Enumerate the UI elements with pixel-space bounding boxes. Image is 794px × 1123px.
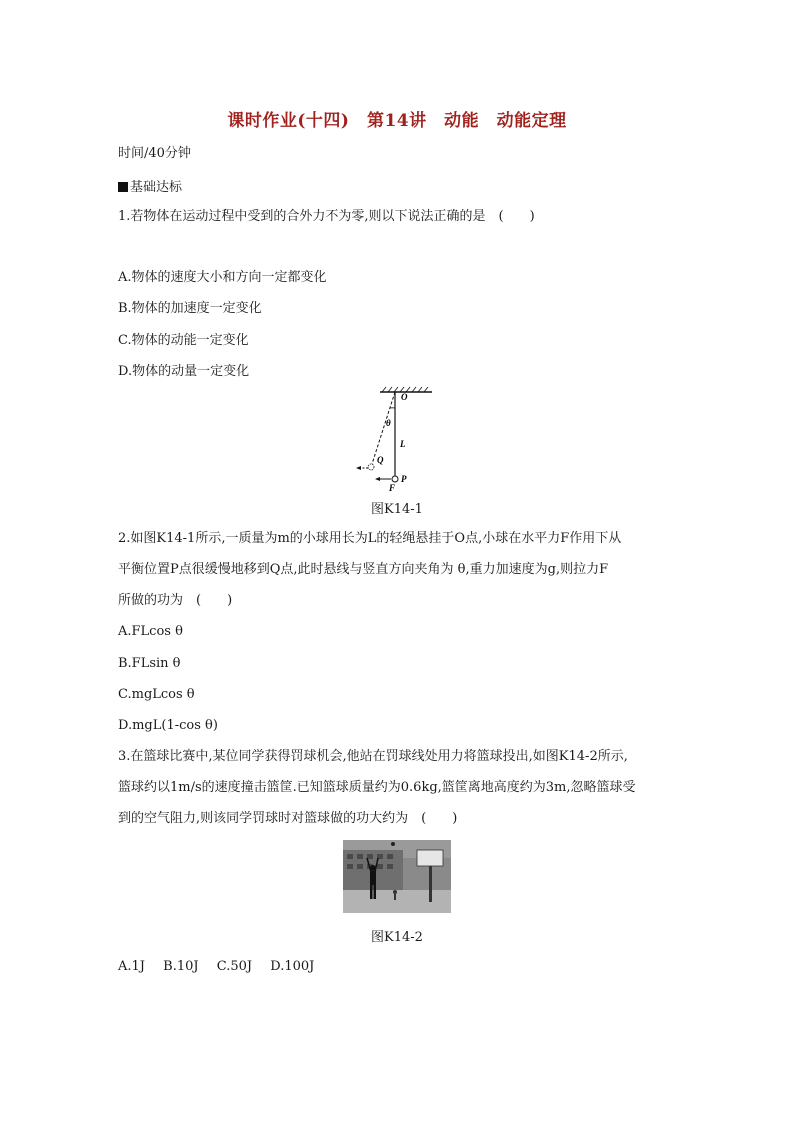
q1-option-a: A.物体的速度大小和方向一定都变化 [118, 270, 327, 285]
q2-option-b: B.FLsin θ [118, 656, 181, 671]
label-f: F [389, 483, 396, 493]
figure2-caption: 图K14-2 [371, 930, 423, 945]
q2-option-d: D.mgL(1-cos θ) [118, 718, 218, 733]
q2-stem-line3: 所做的功为 ( ) [118, 593, 233, 608]
basketball-photo [343, 840, 451, 913]
q1-option-b: B.物体的加速度一定变化 [118, 301, 262, 316]
label-p: P [401, 474, 407, 484]
label-theta: θ [386, 418, 391, 428]
q1-option-c: C.物体的动能一定变化 [118, 333, 249, 348]
square-bullet-icon [118, 182, 128, 192]
q3-option-c: C.50J [216, 959, 253, 974]
q3-stem-line1: 3.在篮球比赛中,某位同学获得罚球机会,他站在罚球线处用力将篮球投出,如图K14-2所示, [118, 749, 628, 764]
label-l: L [400, 439, 406, 449]
q1-stem: 1.若物体在运动过程中受到的合外力不为零,则以下说法正确的是 ( ) [118, 209, 535, 224]
q3-option-b: B.10J [163, 959, 199, 974]
pendulum-figure [350, 384, 450, 494]
page-title: 课时作业(十四) 第14讲 动能 动能定理 [227, 111, 567, 131]
q2-option-a: A.FLcos θ [118, 624, 183, 639]
time-limit: 时间/40分钟 [118, 146, 191, 161]
label-q: Q [377, 455, 384, 465]
q3-stem-line3: 到的空气阻力,则该同学罚球时对篮球做的功大约为 ( ) [118, 811, 458, 826]
q2-stem-line2: 平衡位置P点很缓慢地移到Q点,此时悬线与竖直方向夹角为 θ,重力加速度为g,则拉力F [118, 562, 609, 577]
q3-option-a: A.1J [118, 959, 146, 974]
q3-stem-line2: 篮球约以1m/s的速度撞击篮筐.已知篮球质量约为0.6kg,篮筐离地高度约为3m,忽略篮球受 [118, 780, 636, 795]
q2-option-c: C.mgLcos θ [118, 687, 195, 702]
label-o: O [401, 392, 408, 402]
section-heading-text: 基础达标 [130, 180, 183, 195]
section-heading [118, 176, 182, 195]
q2-stem-line1: 2.如图K14-1所示,一质量为m的小球用长为L的轻绳悬挂于O点,小球在水平力F作用下从 [118, 531, 622, 546]
q3-options [118, 957, 328, 977]
q1-option-d: D.物体的动量一定变化 [118, 364, 250, 379]
figure1-caption: 图K14-1 [371, 502, 423, 517]
q3-option-d: D.100J [270, 959, 315, 974]
